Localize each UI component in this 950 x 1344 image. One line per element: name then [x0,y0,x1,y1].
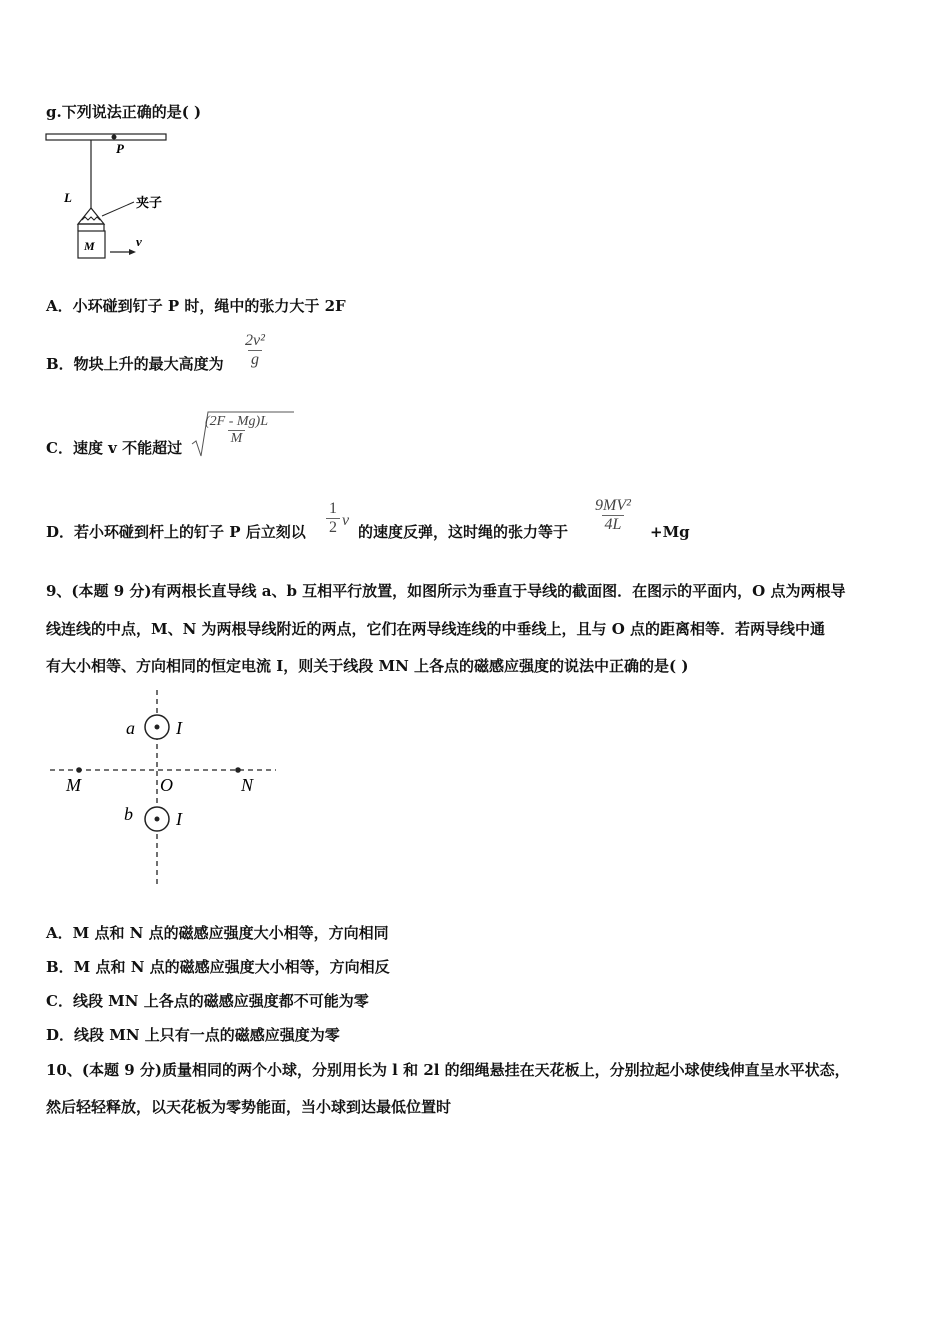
q8-clip-pointer [102,202,134,216]
q9-option-b: B．M 点和 N 点的磁感应强度大小相等，方向相反 [46,958,390,976]
q9-label-o: O [160,775,173,795]
q8-velocity-arrowhead [129,249,136,255]
q8-label-v: v [136,234,142,249]
q9-stem-line2: 线连线的中点，M、N 为两根导线附近的两点，它们在两导线连线的中垂线上，且与 O 点的距离相等．若两导线中通 [46,620,826,638]
q9-label-i-bottom: I [176,809,182,829]
q9-label-m: M [66,775,81,795]
q9-stem-line1: 9、(本题 9 分)有两根长直导线 a、b 互相平行放置，如图所示为垂直于导线的截面图．在图示的平面内，O 点为两根导 [46,582,846,600]
q9-option-d: D．线段 MN 上只有一点的磁感应强度为零 [46,1026,340,1044]
q8-option-d-text2: 的速度反弹，这时绳的张力等于 [358,523,569,541]
q8-option-d-v: v [342,512,350,529]
q10-stem-line1: 10、(本题 9 分)质量相同的两个小球，分别用长为 l 和 2l 的细绳悬挂在天花板上，分别拉起小球使线伸直呈水平状态， [46,1061,850,1079]
q8-clip [78,208,104,224]
q8-label-l: L [64,190,72,205]
q9-point-n [235,767,241,773]
q9-option-c: C．线段 MN 上各点的磁感应强度都不可能为零 [46,992,369,1010]
q8-option-c-numerator: (2F - Mg)L [205,414,268,429]
q8-figure [44,128,174,263]
q10-stem-line2: 然后轻轻释放，以天花板为零势能面，当小球到达最低位置时 [46,1098,452,1116]
q9-stem-line3: 有大小相等、方向相同的恒定电流 I，则关于线段 MN 上各点的磁感应强度的说法中正确的是( ) [46,657,689,675]
q9-label-a: a [126,718,135,738]
q8-option-b-denominator: g [248,350,262,369]
q9-label-b: b [124,804,133,824]
q8-option-a: A．小环碰到钉子 P 时，绳中的张力大于 2F [46,297,346,315]
q8-nail-p [112,135,117,140]
q8-label-p: P [116,141,124,156]
q8-option-b-numerator: 2v² [245,332,265,349]
q8-option-b-fraction [242,332,268,369]
q8-option-d-half-denominator: 2 [326,518,340,537]
q8-option-d-denominator: 4L [602,515,625,534]
q8-rod [46,134,166,140]
q8-stem: g.下列说法正确的是( ) [46,103,202,121]
q8-option-c-fraction [202,414,271,447]
q9-point-m [76,767,82,773]
q8-option-c-denominator: M [228,430,246,447]
q9-wire-b-dot [155,817,160,822]
q8-option-d-tail: +Mg [650,523,690,541]
q8-option-b-text: B．物块上升的最大高度为 [46,355,224,373]
q8-option-d-numerator: 9MV² [595,497,631,514]
q9-wire-a-dot [155,725,160,730]
q9-label-i-top: I [176,718,182,738]
q8-option-d-text1: D．若小环碰到杆上的钉子 P 后立刻以 [46,523,306,541]
q8-option-d-half-numerator: 1 [329,500,337,517]
q9-figure [46,688,286,890]
q8-spring [82,217,100,220]
q8-option-c-text: C．速度 v 不能超过 [46,439,183,457]
q9-option-a: A．M 点和 N 点的磁感应强度大小相等，方向相同 [46,924,389,942]
q9-label-n: N [241,775,254,795]
q8-option-d-fraction [592,497,634,534]
q8-label-m: M [84,239,95,253]
q8-label-clip: 夹子 [136,195,163,210]
q8-option-d-half [326,500,340,537]
